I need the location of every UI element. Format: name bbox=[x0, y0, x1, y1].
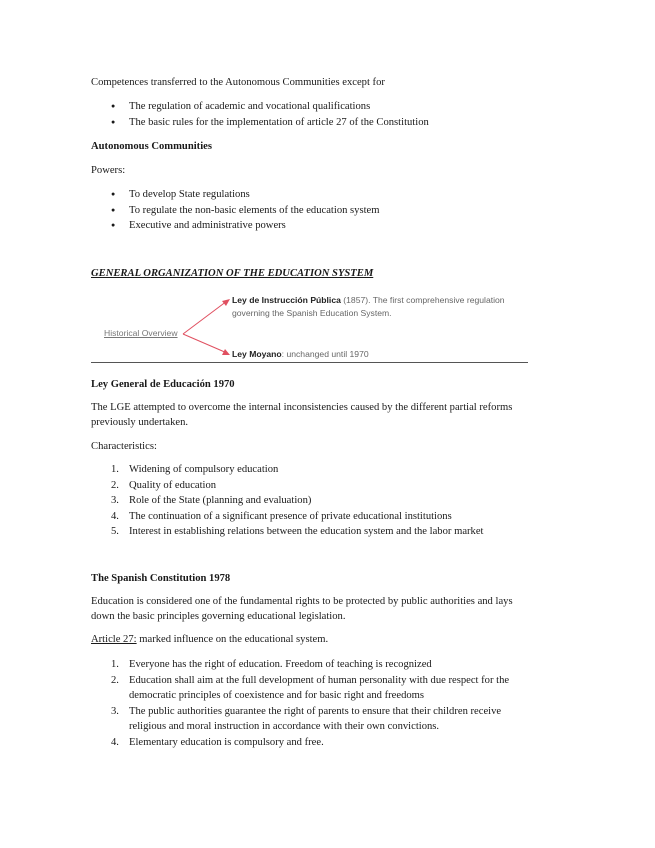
branch-ley-moyano bbox=[232, 348, 369, 361]
characteristics-list bbox=[91, 462, 484, 540]
branch1-rest: (1857). The first comprehensive regulation bbox=[340, 295, 505, 305]
powers-list bbox=[91, 187, 379, 234]
list-item: 2. Quality of education bbox=[111, 479, 217, 491]
list-item: ● To develop State regulations bbox=[91, 187, 379, 203]
article-27-rest: marked influence on the educational system. bbox=[136, 634, 329, 645]
article-27-label: Article 27: bbox=[91, 634, 137, 645]
list-item: ● Executive and administrative powers bbox=[91, 218, 379, 234]
connector-line-upper bbox=[183, 301, 227, 334]
list-item: 1. Widening of compulsory education bbox=[111, 464, 279, 475]
lge-text-line2: previously undertaken. bbox=[91, 417, 189, 428]
autonomous-heading: Autonomous Communities bbox=[91, 141, 212, 152]
branch2-name: Ley Moyano bbox=[232, 349, 282, 359]
list-item: 5. Interest in establishing relations between the education system and the labor market bbox=[111, 526, 484, 537]
list-item: 4. The continuation of a significant presence of private educational institutions bbox=[111, 510, 452, 522]
powers-label: Powers: bbox=[91, 165, 126, 176]
connector-line-lower bbox=[183, 334, 227, 353]
constitution-heading: The Spanish Constitution 1978 bbox=[91, 573, 231, 584]
constitution-text-line2: down the basic principles governing educational legislation. bbox=[91, 611, 346, 622]
list-item: ● The basic rules for the implementation of article 27 of the Constitution bbox=[91, 115, 429, 131]
branch-ley-instruccion bbox=[232, 294, 505, 320]
list-item: 3. The public authorities guarantee the right of parents to ensure that their children receive religious and moral instruction in accordance with their own convictions. bbox=[111, 705, 502, 732]
section-title: GENERAL ORGANIZATION OF THE EDUCATION SYSTEM bbox=[91, 268, 374, 279]
characteristics-label: Characteristics: bbox=[91, 441, 157, 452]
list-item: 3. Role of the State (planning and evaluation) bbox=[111, 495, 312, 506]
historical-overview-label: Historical Overview bbox=[104, 328, 178, 338]
exceptions-list bbox=[91, 99, 429, 130]
list-item: 1. Everyone has the right of education. Freedom of teaching is recognized bbox=[111, 659, 432, 670]
branch2-rest: : unchanged until 1970 bbox=[281, 349, 369, 359]
intro-text: Competences transferred to the Autonomous Communities except for bbox=[91, 77, 385, 88]
article-27-list bbox=[91, 657, 509, 750]
article-27-line bbox=[91, 632, 328, 647]
branch1-name: Ley de Instrucción Pública bbox=[232, 295, 341, 305]
divider bbox=[91, 362, 528, 363]
branch1-line2: governing the Spanish Education System. bbox=[232, 308, 392, 318]
list-item: ● The regulation of academic and vocational qualifications bbox=[91, 99, 429, 115]
arrowhead-lower bbox=[222, 349, 230, 355]
list-item: 2. Education shall aim at the full development of human personality with due respect for the democratic principles of coexistence and for basic right and freedoms bbox=[111, 674, 510, 701]
list-item: ● To regulate the non-basic elements of the education system bbox=[91, 203, 379, 219]
historical-overview-diagram bbox=[91, 292, 531, 364]
list-item: 4. Elementary education is compulsory and free. bbox=[111, 736, 324, 748]
lge-heading: Ley General de Educación 1970 bbox=[91, 379, 235, 390]
constitution-text-line1: Education is considered one of the fundamental rights to be protected by public authorities and lays bbox=[91, 596, 513, 607]
arrowhead-upper bbox=[222, 299, 230, 306]
lge-text-line1: The LGE attempted to overcome the internal inconsistencies caused by the different partial reforms bbox=[91, 402, 513, 413]
